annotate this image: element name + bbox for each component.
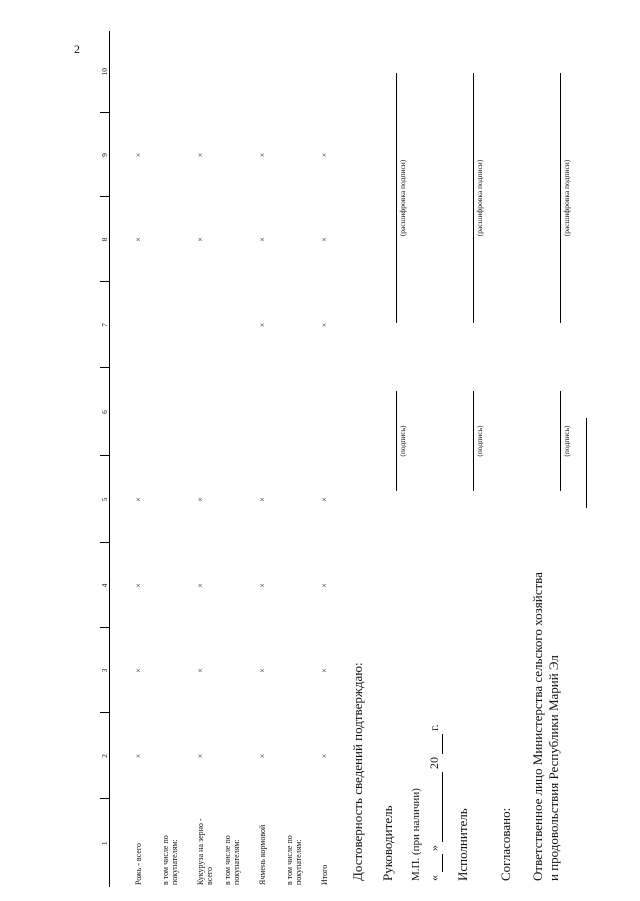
table-cell — [223, 456, 258, 543]
table-row — [161, 31, 196, 887]
column-number: 8 — [100, 197, 110, 282]
table-spacer — [110, 31, 134, 887]
table-cell — [161, 197, 196, 282]
head-label: Руководитель — [380, 805, 395, 881]
extra-signature-line[interactable] — [586, 418, 587, 508]
table-cell — [161, 113, 196, 197]
row-label: в том числе по покупателям: — [222, 835, 241, 885]
row-label: Итого — [319, 864, 329, 885]
executor-label: Исполнитель — [455, 808, 470, 881]
date-month-field[interactable] — [427, 772, 443, 842]
table-row — [258, 31, 285, 887]
date-day-field[interactable] — [427, 854, 443, 872]
table-cell — [320, 368, 347, 456]
table-row — [196, 31, 223, 887]
executor-decode-line[interactable] — [473, 73, 474, 323]
table-cell: × — [319, 152, 329, 158]
table-cell: × — [195, 497, 205, 502]
agreed-label: Согласовано: — [498, 807, 513, 881]
table-row — [320, 31, 347, 887]
confirmation-heading: Достоверность сведений подтверждаю: — [350, 662, 365, 881]
table-cell — [161, 282, 196, 368]
table-cell: × — [257, 152, 267, 158]
column-number: 9 — [100, 113, 110, 197]
row-label: Рожь - всего — [133, 843, 143, 885]
table-cell — [134, 368, 161, 456]
table-cell: × — [257, 753, 267, 759]
table-cell — [161, 456, 196, 543]
date-open-quote: « — [427, 875, 441, 881]
table-cell — [223, 368, 258, 456]
table-cell — [223, 543, 258, 628]
date-line — [427, 724, 443, 881]
table-cell — [161, 713, 196, 799]
table-cell — [320, 31, 347, 113]
column-number: 3 — [100, 628, 110, 713]
executor-signature-line[interactable] — [473, 391, 474, 491]
table-cell — [161, 368, 196, 456]
table-cell: × — [133, 237, 143, 242]
table-cell — [285, 197, 320, 282]
table-cell: × — [257, 237, 267, 242]
row-label: в том числе по покупателям: — [284, 835, 303, 885]
date-close-quote: » — [427, 845, 441, 851]
decode-caption: (расшифровка подписи) — [398, 159, 407, 237]
table-row — [285, 31, 320, 887]
table-cell — [161, 628, 196, 713]
table-cell — [285, 628, 320, 713]
table-cell: × — [319, 753, 329, 759]
table-cell — [161, 543, 196, 628]
table-cell: × — [195, 152, 205, 158]
table-cell: × — [319, 668, 329, 673]
table-cell: × — [133, 152, 143, 158]
responsible-person-line1: Ответственное лицо Министерства сельского хозяйства — [530, 572, 545, 881]
responsible-person-line2: и продовольствия Республики Марий Эл — [546, 655, 561, 881]
table-cell: × — [195, 753, 205, 759]
responsible-signature-line[interactable] — [560, 391, 561, 491]
column-number-row — [100, 31, 110, 887]
table-cell: × — [195, 668, 205, 673]
date-year-field[interactable] — [427, 734, 443, 754]
responsible-decode-line[interactable] — [560, 73, 561, 323]
table-cell: × — [195, 237, 205, 242]
table-cell — [134, 282, 161, 368]
decode-caption: (расшифровка подписи) — [562, 159, 571, 237]
column-number: 6 — [100, 368, 110, 456]
table-cell: × — [133, 583, 143, 588]
table-cell: × — [319, 497, 329, 502]
column-number: 2 — [100, 713, 110, 799]
column-number: 5 — [100, 456, 110, 543]
table-cell — [285, 113, 320, 197]
date-year-prefix: 20 — [427, 757, 441, 769]
table-cell — [223, 628, 258, 713]
table-cell — [223, 31, 258, 113]
table-cell — [223, 197, 258, 282]
decode-caption: (расшифровка подписи) — [475, 159, 484, 237]
table-cell — [285, 456, 320, 543]
table-cell — [161, 31, 196, 113]
stamp-label: М.П. (при наличии) — [410, 788, 422, 881]
table-cell — [285, 31, 320, 113]
table-cell: × — [133, 753, 143, 759]
table-cell — [285, 543, 320, 628]
table-cell: × — [257, 497, 267, 502]
row-label: Ячмень кормовой — [257, 824, 267, 885]
signature-caption: (подпись) — [398, 425, 407, 457]
table-cell — [258, 368, 285, 456]
table-cell: × — [257, 668, 267, 673]
table-cell — [223, 282, 258, 368]
table-cell: × — [257, 322, 267, 328]
row-label: Кукуруза на зерно - всего — [195, 818, 214, 885]
table-cell: × — [195, 583, 205, 588]
table-cell: × — [133, 668, 143, 673]
table-cell: × — [133, 497, 143, 502]
column-number: 7 — [100, 282, 110, 368]
table-cell: × — [319, 237, 329, 242]
table-cell — [285, 282, 320, 368]
table-cell: × — [257, 583, 267, 588]
data-table — [100, 31, 347, 887]
column-number: 1 — [100, 799, 110, 887]
head-signature-line[interactable] — [396, 391, 397, 491]
date-suffix: г. — [427, 724, 441, 731]
column-number: 10 — [100, 31, 110, 113]
table-cell — [134, 31, 161, 113]
table-cell — [258, 31, 285, 113]
table-row — [223, 31, 258, 887]
table-row — [134, 31, 161, 887]
table-cell: × — [319, 322, 329, 328]
row-label: в том числе по покупателям: — [160, 835, 179, 885]
page-number: 2 — [74, 42, 80, 56]
table-cell — [223, 713, 258, 799]
table-cell — [196, 31, 223, 113]
table-cell — [196, 368, 223, 456]
table-cell — [196, 282, 223, 368]
signature-caption: (подпись) — [475, 425, 484, 457]
table-cell — [285, 368, 320, 456]
table-cell — [285, 713, 320, 799]
table-cell — [223, 113, 258, 197]
signature-caption: (подпись) — [562, 425, 571, 457]
column-number: 4 — [100, 543, 110, 628]
table-cell: × — [319, 583, 329, 588]
head-decode-line[interactable] — [396, 73, 397, 323]
